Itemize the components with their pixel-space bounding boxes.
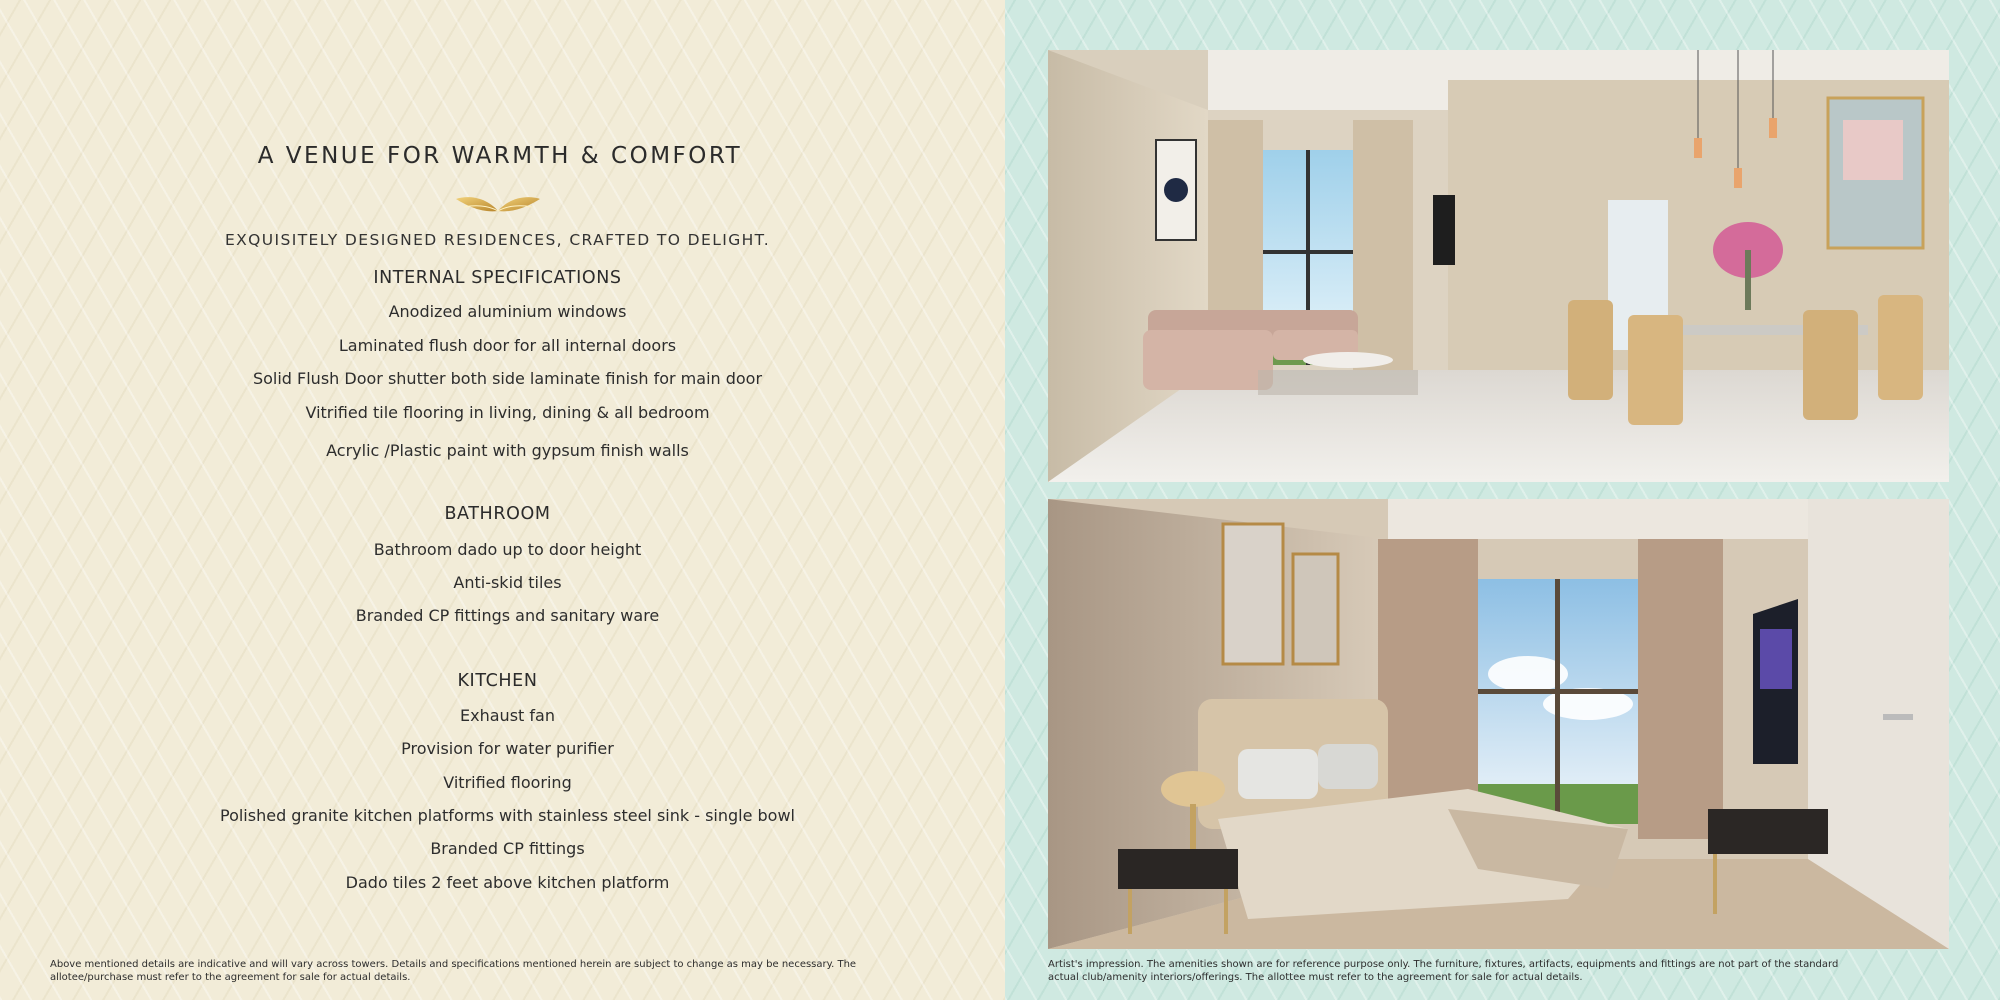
page-subtitle: EXQUISITELY DESIGNED RESIDENCES, CRAFTED TO DELIGHT. xyxy=(224,231,771,249)
spec-item: Anodized aluminium windows xyxy=(388,302,627,321)
spec-item: Acrylic /Plastic paint with gypsum finish walls xyxy=(326,441,689,460)
section-heading-bathroom: BATHROOM xyxy=(444,504,551,524)
spec-item: Laminated flush door for all internal doors xyxy=(338,336,677,355)
spec-item: Polished granite kitchen platforms with stainless steel sink - single bowl xyxy=(219,806,795,825)
spec-item: Vitrified flooring xyxy=(443,773,572,792)
disclaimer-line: Above mentioned details are indicative and will vary across towers. Details and specifications mentioned herein are subject to change as may be necessary. The xyxy=(50,959,857,970)
bedroom-image xyxy=(1048,499,1949,949)
spec-item: Vitrified tile flooring in living, dining & all bedroom xyxy=(305,403,710,422)
right-disclaimer xyxy=(1048,958,1968,984)
spec-item: Provision for water purifier xyxy=(401,739,614,758)
section-heading-kitchen: KITCHEN xyxy=(457,671,538,691)
left-disclaimer xyxy=(50,958,970,984)
spec-item: Solid Flush Door shutter both side laminate finish for main door xyxy=(252,369,763,388)
disclaimer-line: Artist's impression. The amenities shown are for reference purpose only. The furniture, fixtures, artifacts, equipments and fittings are not part of the standard xyxy=(1048,959,1839,970)
spec-item: Anti-skid tiles xyxy=(453,573,562,592)
spec-item: Branded CP fittings xyxy=(430,839,585,858)
gold-wings-ornament-icon xyxy=(456,193,540,219)
disclaimer-line: actual club/amenity interiors/offerings. The allottee must refer to the agreement for sale for actual details. xyxy=(1048,972,1583,983)
spec-item: Dado tiles 2 feet above kitchen platform xyxy=(345,873,670,892)
spec-item: Exhaust fan xyxy=(460,706,555,725)
spec-item: Bathroom dado up to door height xyxy=(373,540,642,559)
disclaimer-line: allotee/purchase must refer to the agreement for sale for actual details. xyxy=(50,972,411,983)
page-title: A VENUE FOR WARMTH & COMFORT xyxy=(257,143,743,169)
spec-item: Branded CP fittings and sanitary ware xyxy=(355,606,660,625)
section-heading-internal: INTERNAL SPECIFICATIONS xyxy=(373,268,622,288)
living-dining-room-image xyxy=(1048,50,1949,482)
